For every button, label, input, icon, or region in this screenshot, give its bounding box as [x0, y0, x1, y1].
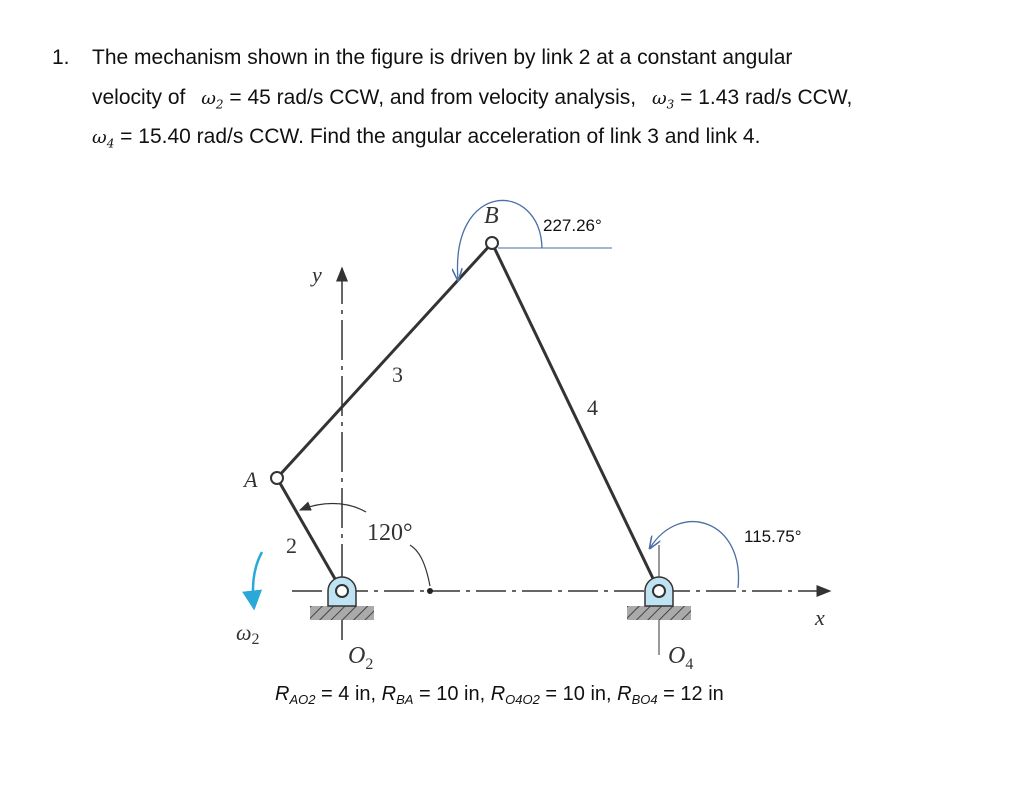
value: = 12 in	[657, 683, 724, 705]
o4-label	[668, 643, 693, 673]
ground-support-o2	[310, 577, 374, 620]
angle-2-label: 120°	[367, 520, 413, 546]
symbol: O	[348, 643, 366, 669]
angle-reference-dot	[427, 588, 433, 594]
angle-4-label: 115.75°	[744, 527, 802, 546]
symbol: ω	[92, 127, 107, 148]
link-3-label: 3	[392, 362, 403, 387]
sub: BA	[396, 692, 414, 707]
link-3	[277, 243, 492, 478]
sub: AO2	[289, 692, 316, 707]
omega2-label	[236, 620, 260, 648]
value: = 4 in,	[315, 683, 382, 705]
angle-arc-2-top	[300, 504, 366, 513]
sub: 2	[365, 656, 374, 673]
problem-number: 1.	[52, 46, 70, 69]
symbol: ω	[651, 88, 667, 109]
r-symbol: R	[275, 683, 290, 705]
label-y: y	[312, 262, 322, 287]
sub: 3	[666, 97, 675, 112]
pin-o2	[336, 585, 348, 597]
r-symbol: R	[617, 683, 632, 705]
label-x: x	[815, 605, 825, 630]
r-symbol: R	[490, 683, 506, 705]
symbol: ω	[236, 620, 252, 645]
sub: BO4	[631, 692, 658, 707]
link-4-label: 4	[587, 395, 598, 420]
pin-o4	[653, 585, 665, 597]
text: = 15.40 rad/s CCW. Find the angular acceleration of link 3 and link 4.	[120, 125, 761, 148]
link-2-label: 2	[286, 533, 297, 558]
symbol: ω	[201, 88, 216, 109]
text: velocity of	[92, 86, 186, 109]
pin-b	[486, 237, 498, 249]
text: = 45 rad/s CCW, and from velocity analysis,	[229, 86, 637, 109]
symbol: O	[668, 643, 686, 669]
angle-arc-2	[410, 545, 430, 586]
problem-line-1: The mechanism shown in the figure is driven by link 2 at a constant angular	[92, 46, 793, 69]
given-lengths	[275, 683, 724, 707]
sub: O4O2	[505, 692, 540, 707]
text: = 1.43 rad/s CCW,	[680, 86, 853, 109]
value: = 10 in,	[413, 683, 491, 705]
label-b: B	[484, 203, 499, 229]
o2-label	[348, 643, 373, 673]
sub: 2	[251, 631, 260, 648]
label-a: A	[244, 467, 258, 492]
r-symbol: R	[381, 683, 397, 705]
value: = 10 in,	[539, 683, 618, 705]
sub: 4	[106, 136, 115, 151]
angle-b-label: 227.26°	[543, 216, 602, 235]
link-4	[492, 243, 659, 591]
omega2-arrow	[253, 552, 262, 608]
ground-support-o4	[627, 577, 691, 620]
pin-a	[271, 472, 283, 484]
sub: 2	[215, 97, 224, 112]
sub: 4	[685, 656, 694, 673]
